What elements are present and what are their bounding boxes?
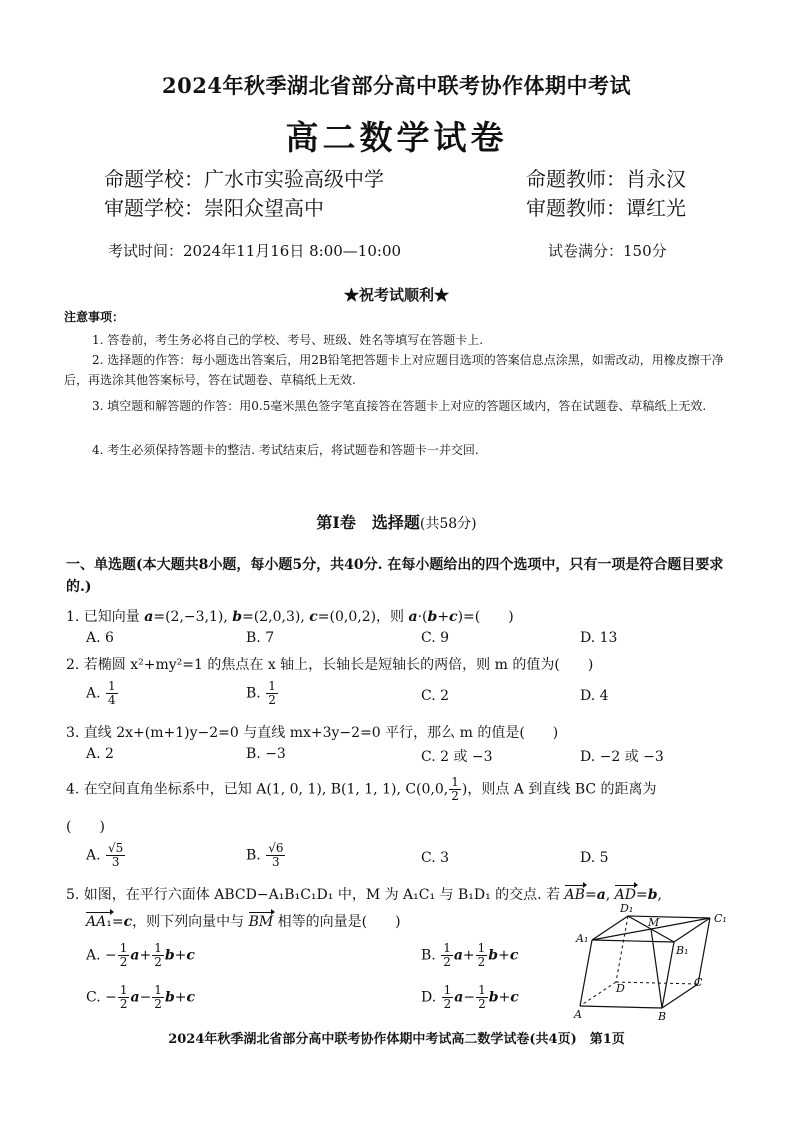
question-5-stem-line1: 5. 如图，在平行六面体 ABCD−A₁B₁C₁D₁ 中，M 为 A₁C₁ 与 B₁D₁ 的交点. 若 AB=a, AD=b, (66, 887, 662, 903)
exam-title: 2024年秋季湖北省部分高中联考协作体期中考试 (162, 73, 631, 98)
question-3-option-b: B. −3 (246, 746, 286, 762)
label-d: D (616, 982, 625, 995)
question-5-option-b: B. $\frac{1}{2}$ a+ $\frac{1}{2}$ b+c (421, 941, 519, 969)
part-one-heading: 一、单选题(本大题共8小题，每小题5分，共40分. 在每小题给出的四个选项中，只有一项是符合题目要求的.) (66, 557, 724, 595)
proposition-teacher: 命题教师：肖永汉 (526, 167, 686, 191)
label-b1: B₁ (676, 944, 689, 957)
question-1-prefix: 1. 已知向量 (66, 609, 140, 625)
label-d1: D₁ (620, 902, 634, 915)
label-c: C (694, 976, 703, 989)
question-4-suffix: )，则点 A 到直线 BC 的距离为 (461, 781, 657, 798)
note-item: 4. 考生必须保持答题卡的整洁. 考试结束后，将试题卷和答题卡一并交回. (92, 443, 479, 457)
review-teacher: 审题教师：谭红光 (526, 196, 686, 220)
question-2-option-d: D. 4 (580, 688, 609, 704)
notes-title: 注意事项： (64, 310, 125, 324)
question-5-option-a: A. − $\frac{1}{2}$ a+ $\frac{1}{2}$ b+c (86, 941, 195, 969)
label-a: A (574, 1008, 582, 1021)
full-score: 试卷满分：150分 (548, 242, 667, 260)
question-2-option-a: A. $\frac{1}{4}$ (86, 679, 116, 707)
question-4-option-d: D. 5 (580, 850, 609, 866)
section-heading (0, 510, 793, 533)
question-2-option-c: C. 2 (421, 688, 450, 704)
question-5-stem1: 5. 如图，在平行六面体 ABCD−A₁B₁C₁D₁ 中，M 为 A₁C₁ 与 B₁D₁ 的交点. 若 (66, 887, 561, 903)
label-a1: A₁ (576, 932, 589, 945)
question-4-option-b: B. $\frac{√6}{3}$ (246, 841, 284, 869)
question-2-option-b: B. $\frac{1}{2}$ (246, 679, 276, 707)
question-4-prefix: 4. 在空间直角坐标系中，已知 A(1, 0, 1), B(1, 1, 1), C(0,0, (66, 781, 449, 798)
question-2-stem: 2. 若椭圆 x²+my²=1 的焦点在 x 轴上，长轴长是短轴长的两倍，则 m 的值为( ) (66, 657, 594, 673)
question-5-option-c: C. − $\frac{1}{2}$ a− $\frac{1}{2}$ b+c (86, 983, 195, 1011)
section-points: (共58分) (419, 516, 477, 532)
question-5-stem2-mid: ，则下列向量中与 (132, 914, 245, 930)
note-item: 1. 答卷前，考生务必将自己的学校、考号、班级、姓名等填写在答题卡上. (92, 333, 484, 347)
review-school: 审题学校：崇阳众望高中 (104, 196, 324, 220)
question-1-option-d: D. 13 (580, 630, 618, 646)
note-item: 2. 选择题的作答：每小题选出答案后，用2B铅笔把答题卡上对应题目选项的答案信息点涂黑，如需改动，用橡皮擦干净后，再选涂其他答案标号，答在试题卷、草稿纸上无效. (64, 353, 724, 387)
note-item: 3. 填空题和解答题的作答：用0.5毫米黑色签字笔直接答在答题卡上对应的答题区域内，答在试题卷、草稿纸上无效. (92, 399, 707, 413)
question-4-paren: ( ) (66, 819, 105, 835)
question-3-stem: 3. 直线 2x+(m+1)y−2=0 与直线 mx+3y−2=0 平行，那么 m 的值是( ) (66, 725, 559, 741)
good-luck-banner: ★祝考试顺利★ (343, 286, 449, 304)
question-1-stem: 1. 已知向量 a=(2,−3,1), b=(2,0,3), c=(0,0,2)，则 a·(b+c)=( ) (66, 609, 514, 625)
label-m: M (648, 916, 660, 929)
question-3-option-a: A. 2 (86, 746, 114, 762)
question-5-stem-line2: AA₁=c，则下列向量中与 BM 相等的向量是( ) (86, 914, 401, 930)
question-4-option-c: C. 3 (421, 850, 450, 866)
label-c1: C₁ (714, 912, 727, 925)
parallelepiped-figure (570, 902, 730, 1024)
question-3-option-c: C. 2 或 −3 (421, 749, 493, 765)
question-1-option-a: A. 6 (86, 630, 114, 646)
question-4-option-a: A. $\frac{√5}{3}$ (86, 841, 124, 869)
exam-subtitle: 高二数学试卷 (285, 118, 508, 157)
question-1-option-b: B. 7 (246, 630, 275, 646)
question-3-option-d: D. −2 或 −3 (580, 749, 664, 765)
proposition-school: 命题学校：广水市实验高级中学 (104, 167, 384, 191)
label-b: B (658, 1010, 667, 1023)
question-5-option-d: D. $\frac{1}{2}$ a− $\frac{1}{2}$ b+c (421, 983, 519, 1011)
exam-time: 考试时间：2024年11月16日 8:00—10:00 (108, 242, 402, 260)
section-title: 第Ⅰ卷 选择题 (316, 513, 420, 532)
page-footer: 2024年秋季湖北省部分高中联考协作体期中考试高二数学试卷(共4页) 第1页 (168, 1032, 625, 1047)
question-4-stem: 4. 在空间直角坐标系中，已知 A(1, 0, 1), B(1, 1, 1), C(0,0, $\frac{1}{2}$ )，则点 A 到直线 BC 的距离为 (66, 775, 657, 803)
question-5-stem2-end: 相等的向量是( ) (277, 914, 401, 930)
question-1-option-c: C. 9 (421, 630, 450, 646)
